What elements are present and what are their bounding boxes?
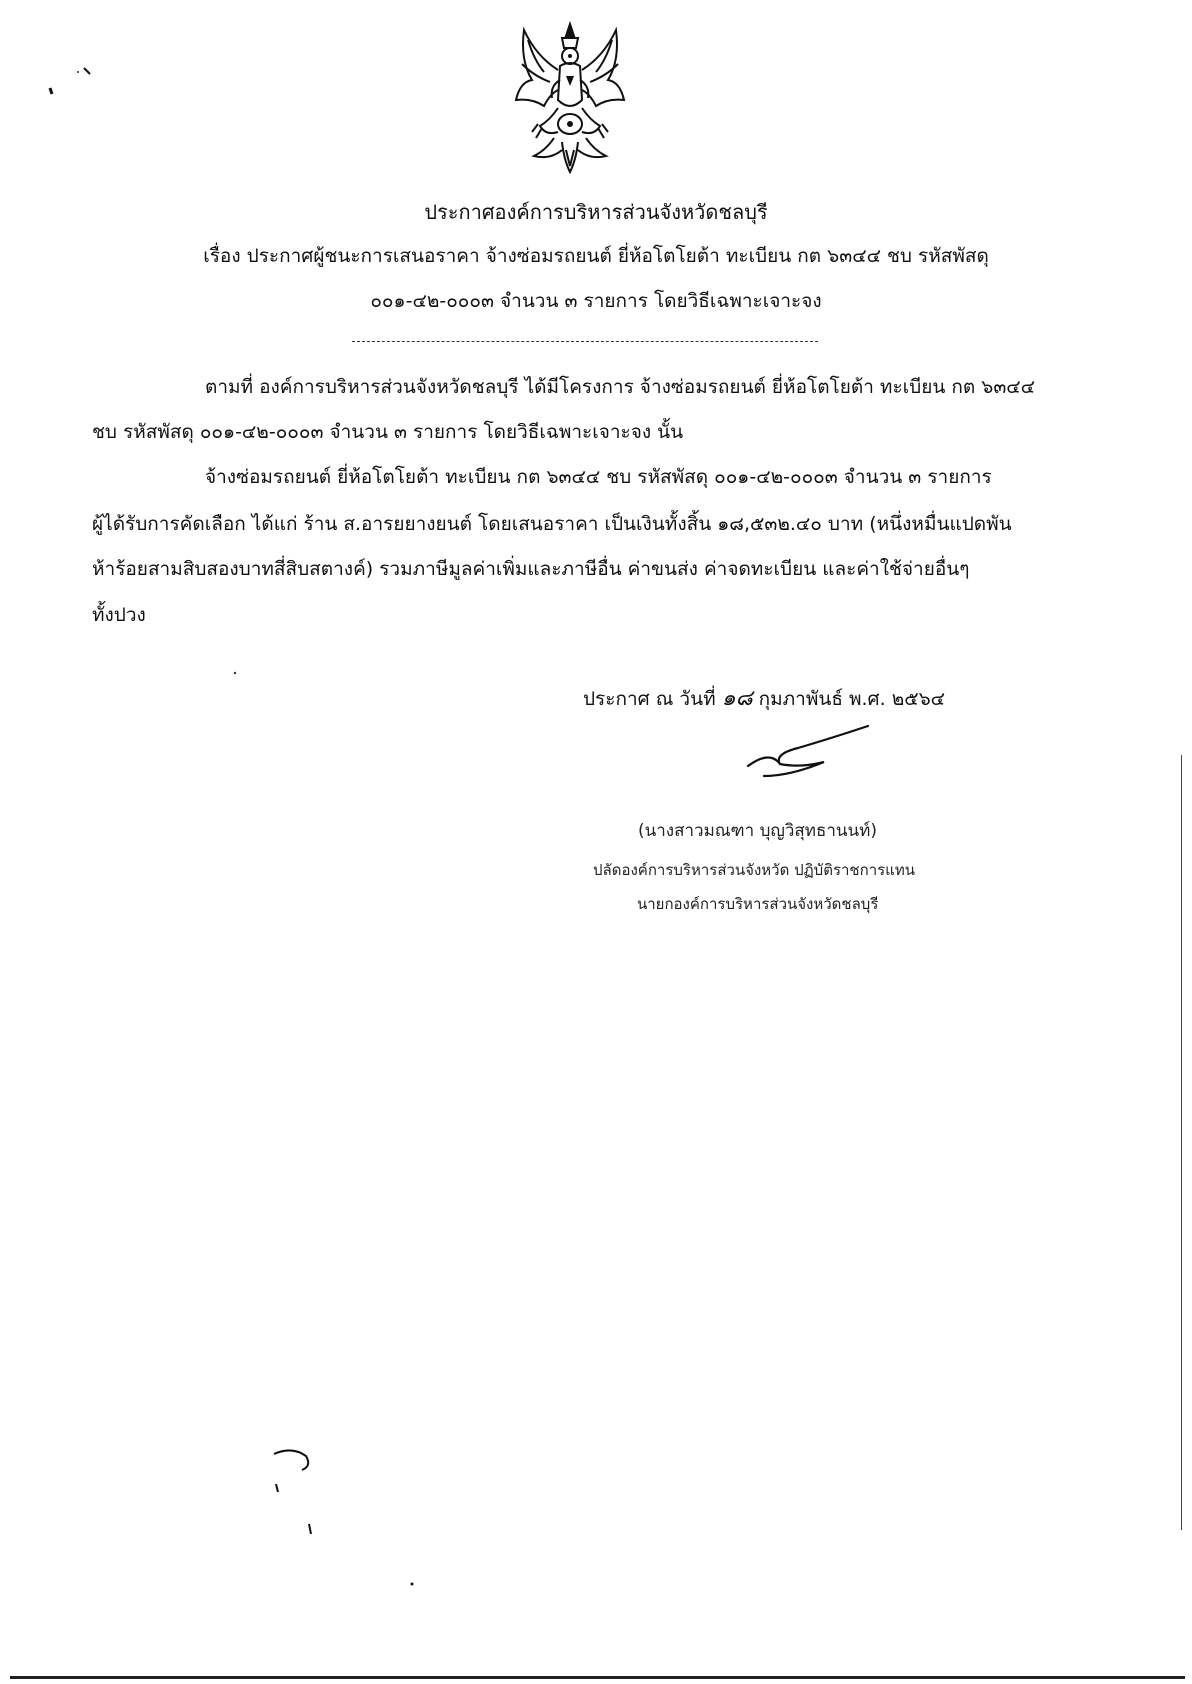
garuda-emblem-icon — [510, 20, 630, 185]
announcement-day: ๑๘ — [721, 686, 753, 711]
page-title: ประกาศองค์การบริหารส่วนจังหวัดชลบุรี — [424, 200, 768, 224]
subject-line-1: เรื่อง ประกาศผู้ชนะการเสนอราคา จ้างซ่อมรถยนต์ ยี่ห้อโตโยต้า ทะเบียน กต ๖๓๔๔ ชบ รหัสพัสดุ — [203, 245, 989, 267]
scan-edge-line — [1181, 755, 1182, 1530]
paragraph-2-line-3: ห้าร้อยสามสิบสองบาทสี่สิบสตางค์) รวมภาษีมูลค่าเพิ่มและภาษีอื่น ค่าขนส่ง ค่าจดทะเบียน และค่าใช้จ่ายอื่นๆ — [92, 558, 970, 580]
announcement-date — [583, 680, 945, 715]
scan-speck-icon — [44, 60, 104, 100]
announcement-month-year: กุมภาพันธ์ พ.ศ. ๒๕๖๔ — [758, 688, 946, 710]
signatory-title-2: นายกองค์การบริหารส่วนจังหวัดชลบุรี — [637, 895, 879, 913]
scan-dot-icon — [232, 670, 238, 676]
scan-dot-icon — [408, 1580, 416, 1588]
paragraph-2-line-2: ผู้ได้รับการคัดเลือก ได้แก่ ร้าน ส.อารยยางยนต์ โดยเสนอราคา เป็นเงินทั้งสิ้น ๑๘,๕๓๒.๔๐ บาท (หนึ่งหมื่นแปดพัน — [92, 513, 1012, 535]
scan-tick-icon — [305, 1520, 315, 1540]
subject-line-2: ๐๐๑-๔๒-๐๐๐๓ จำนวน ๓ รายการ โดยวิธีเฉพาะเจาะจง — [370, 290, 822, 312]
signatory-title-1: ปลัดองค์การบริหารส่วนจังหวัด ปฏิบัติราชการแทน — [593, 861, 915, 879]
signatory-name: (นางสาวมณฑา บุญวิสุทธานนท์) — [638, 821, 878, 841]
handwritten-signature-icon — [740, 720, 880, 790]
scan-edge-line — [10, 1676, 1185, 1679]
title-divider — [352, 341, 818, 342]
announcement-prefix: ประกาศ ณ วันที่ — [583, 688, 716, 710]
paragraph-1-line-1: ตามที่ องค์การบริหารส่วนจังหวัดชลบุรี ได้มีโครงการ จ้างซ่อมรถยนต์ ยี่ห้อโตโยต้า ทะเบียน กต ๖๓๔๔ — [205, 376, 1036, 398]
paragraph-2-line-4: ทั้งปวง — [92, 604, 146, 626]
paragraph-2-line-1: จ้างซ่อมรถยนต์ ยี่ห้อโตโยต้า ทะเบียน กต ๖๓๔๔ ชบ รหัสพัสดุ ๐๐๑-๔๒-๐๐๐๓ จำนวน ๓ รายการ — [205, 466, 992, 488]
paragraph-1-line-2: ชบ รหัสพัสดุ ๐๐๑-๔๒-๐๐๐๓ จำนวน ๓ รายการ โดยวิธีเฉพาะเจาะจง นั้น — [92, 421, 684, 443]
scan-mark-icon — [268, 1440, 328, 1510]
